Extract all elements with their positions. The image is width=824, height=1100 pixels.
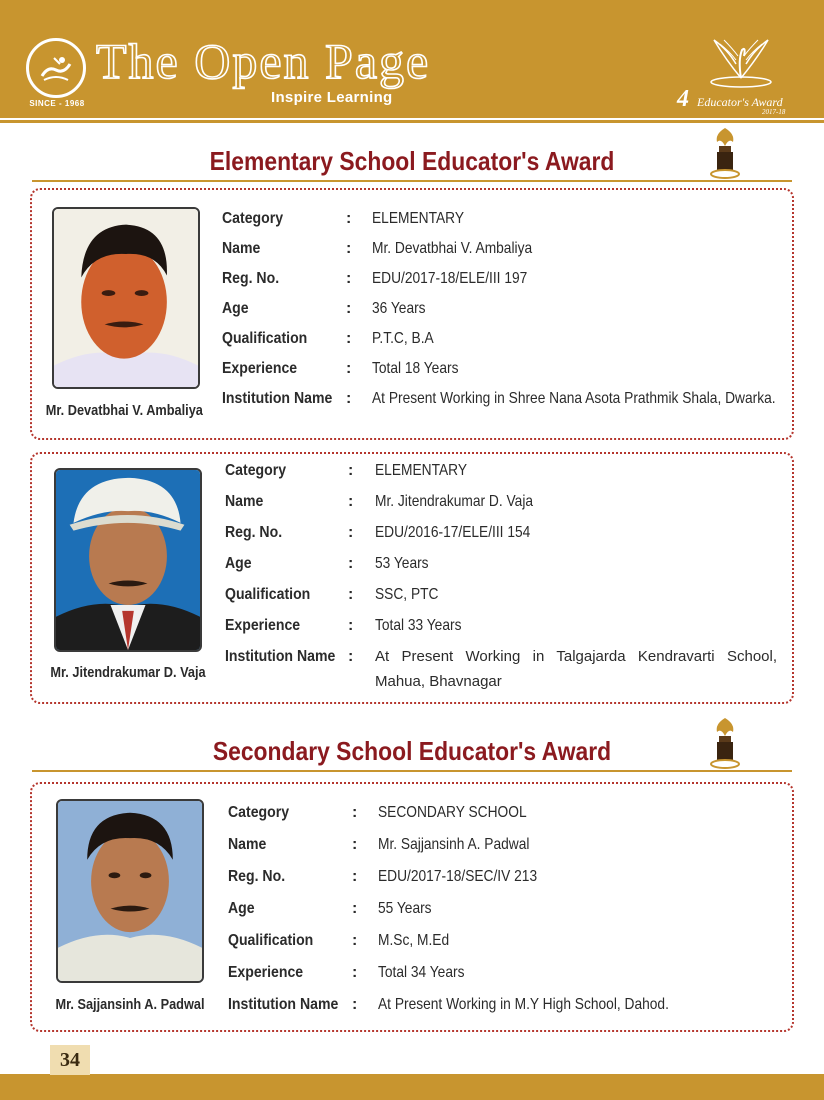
educator-card <box>30 452 794 704</box>
colon: : <box>348 617 354 634</box>
educator-card <box>30 188 794 440</box>
age-value: 36 Years <box>372 300 426 317</box>
since-label: SINCE - 1968 <box>29 99 85 108</box>
age-value: 55 Years <box>378 900 432 917</box>
section-rule <box>32 770 792 772</box>
age-label: Age <box>228 900 255 917</box>
institution-value: At Present Working in Talgajarda Kendravarti School, Mahua, Bhavnagar <box>375 648 777 690</box>
name-label: Name <box>225 493 264 510</box>
educator-caption: Mr. Devatbhai V. Ambaliya <box>45 402 203 419</box>
header-divider <box>0 120 824 123</box>
qualification-label: Qualification <box>225 586 311 603</box>
category-label: Category <box>225 462 287 479</box>
trophy-icon <box>709 124 741 180</box>
colon: : <box>346 210 352 227</box>
institution-label: Institution Name <box>228 996 339 1013</box>
award-name: Educator's Award <box>697 95 783 109</box>
colon: : <box>346 300 352 317</box>
reg-no-label: Reg. No. <box>228 868 286 885</box>
colon: : <box>348 462 354 479</box>
name-value: Mr. Devatbhai V. Ambaliya <box>372 240 533 257</box>
reg-no-value: EDU/2017-18/ELE/III 197 <box>372 270 528 287</box>
experience-label: Experience <box>225 617 301 634</box>
colon: : <box>352 964 358 981</box>
age-value: 53 Years <box>375 555 429 572</box>
age-label: Age <box>225 555 252 572</box>
section-title-secondary: Secondary School Educator's Award <box>212 736 612 766</box>
age-label: Age <box>222 300 249 317</box>
award-number: 4 <box>677 86 689 112</box>
page-number: 34 <box>50 1045 90 1075</box>
colon: : <box>352 836 358 853</box>
page-footer <box>0 1074 824 1100</box>
name-value: Mr. Sajjansinh A. Padwal <box>378 836 530 853</box>
experience-label: Experience <box>228 964 304 981</box>
category-value: ELEMENTARY <box>375 462 468 479</box>
colon: : <box>348 493 354 510</box>
brand-subtitle: Inspire Learning <box>271 89 393 106</box>
trophy-icon <box>709 714 741 770</box>
colon: : <box>346 360 352 377</box>
experience-label: Experience <box>222 360 298 377</box>
section-rule <box>32 180 792 182</box>
reg-no-value: EDU/2017-18/SEC/IV 213 <box>378 868 538 885</box>
colon: : <box>348 524 354 541</box>
colon: : <box>346 270 352 287</box>
educator-photo <box>54 468 202 652</box>
qualification-value: M.Sc, M.Ed <box>378 932 450 949</box>
colon: : <box>352 900 358 917</box>
institution-label: Institution Name <box>222 390 333 407</box>
experience-value: Total 34 Years <box>378 964 465 981</box>
educator-card <box>30 782 794 1032</box>
colon: : <box>346 330 352 347</box>
educator-caption: Mr. Jitendrakumar D. Vaja <box>50 664 206 681</box>
brand-logo <box>26 38 86 98</box>
colon: : <box>346 390 352 407</box>
qualification-value: P.T.C, B.A <box>372 330 434 347</box>
category-value: SECONDARY SCHOOL <box>378 804 527 821</box>
name-label: Name <box>222 240 261 257</box>
colon: : <box>352 996 358 1013</box>
reg-no-value: EDU/2016-17/ELE/III 154 <box>375 524 531 541</box>
name-value: Mr. Jitendrakumar D. Vaja <box>375 493 534 510</box>
qualification-label: Qualification <box>222 330 308 347</box>
educator-caption: Mr. Sajjansinh A. Padwal <box>55 996 205 1013</box>
colon: : <box>346 240 352 257</box>
qualification-value: SSC, PTC <box>375 586 439 603</box>
category-label: Category <box>228 804 290 821</box>
experience-value: Total 18 Years <box>372 360 459 377</box>
institution-value: At Present Working in Shree Nana Asota Prathmik Shala, Dwarka. <box>372 390 776 407</box>
swan-logo-icon <box>34 46 78 90</box>
swan-emblem-icon <box>706 30 776 90</box>
colon: : <box>348 648 354 665</box>
section-title-elementary: Elementary School Educator's Award <box>209 146 615 176</box>
experience-value: Total 33 Years <box>375 617 462 634</box>
brand-title: The Open Page <box>96 33 431 89</box>
reg-no-label: Reg. No. <box>222 270 280 287</box>
category-value: ELEMENTARY <box>372 210 465 227</box>
institution-label: Institution Name <box>225 648 336 665</box>
category-label: Category <box>222 210 284 227</box>
reg-no-label: Reg. No. <box>225 524 283 541</box>
colon: : <box>348 586 354 603</box>
qualification-label: Qualification <box>228 932 314 949</box>
educator-photo <box>56 799 204 983</box>
colon: : <box>352 804 358 821</box>
educator-photo <box>52 207 200 389</box>
colon: : <box>352 868 358 885</box>
colon: : <box>348 555 354 572</box>
institution-value: At Present Working in M.Y High School, Dahod. <box>378 996 669 1013</box>
award-year: 2017-18 <box>762 108 786 116</box>
page-header <box>0 0 824 118</box>
colon: : <box>352 932 358 949</box>
name-label: Name <box>228 836 267 853</box>
